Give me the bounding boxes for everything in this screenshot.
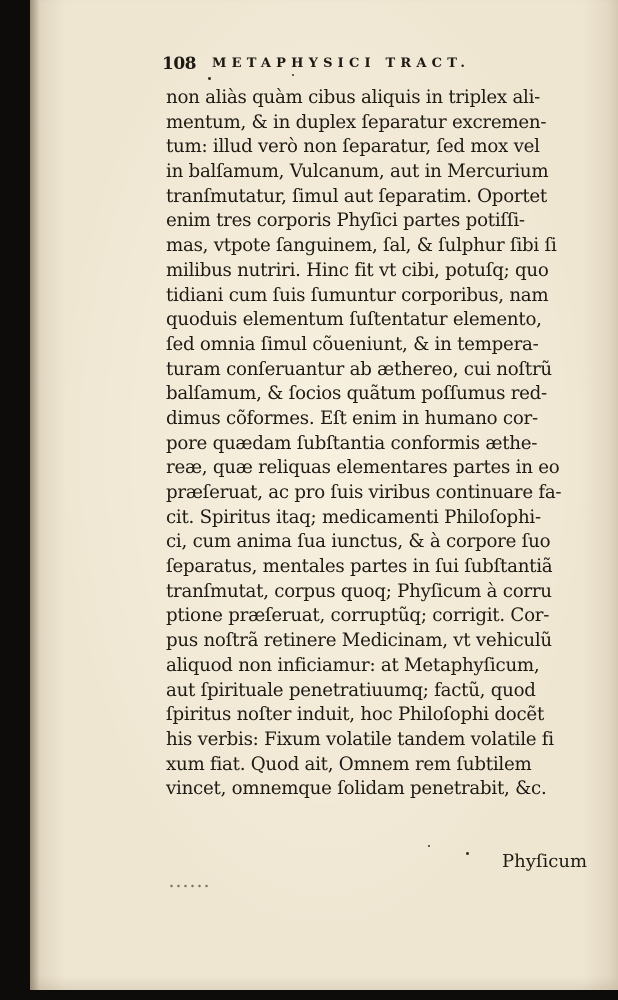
text-line: pus noſtrã retinere Medicinam, vt vehiculũ — [166, 630, 552, 652]
text-line: cit. Spiritus itaq; medicamenti Philoſophi- — [166, 506, 541, 528]
text-line: tum: illud verò non ſeparatur, ſed mox vel — [166, 136, 540, 158]
body-text-block — [166, 86, 604, 802]
text-line: ci, cum anima ſua iunctus, & à corpore ſuo — [166, 531, 551, 553]
text-line: ſpiritus noſter induit, hoc Philoſophi docẽt — [166, 704, 545, 726]
text-line: tranſmutatur, ſimul aut ſeparatim. Oportet — [166, 185, 547, 207]
text-line: turam conſeruantur ab æthereo, cui noſtrũ — [166, 358, 552, 380]
running-title: METAPHYSICI TRACT. — [212, 56, 471, 71]
catchword: Phyſicum — [502, 851, 588, 872]
page-gutter-shadow — [30, 0, 40, 990]
text-line: dimus cõformes. Eſt enim in humano cor- — [166, 407, 538, 429]
text-line: non aliàs quàm cibus aliquis in triplex ali- — [166, 87, 541, 108]
text-line: vincet, omnemque ſolidam penetrabit, &c. — [166, 778, 547, 800]
signature-mark — [168, 884, 208, 888]
text-line: aut ſpirituale penetratiuumq; factũ, quod — [166, 679, 536, 701]
text-line: ſed omnia ſimul cõueniunt, & in tempera- — [166, 333, 539, 355]
text-line: balſamum, & ſocios quãtum poſſumus red- — [166, 383, 547, 405]
text-line: his verbis: Fixum volatile tandem volatile fi — [166, 728, 554, 750]
book-page — [30, 0, 618, 990]
text-line: pore quædam ſubſtantia conformis æthe- — [166, 432, 538, 454]
text-line: xum fiat. Quod ait, Omnem rem ſubtilem — [166, 753, 532, 775]
text-line: enim tres corporis Phyſici partes potiſſi- — [166, 210, 525, 232]
text-line: præſeruat, ac pro ſuis viribus continuare fa- — [166, 482, 562, 503]
text-line: reæ, quæ reliquas elementares partes in eo — [166, 457, 560, 479]
text-line: mentum, & in duplex ſeparatur excremen- — [166, 111, 547, 133]
text-line: ptione præſeruat, corruptũq; corrigit. Cor- — [166, 605, 550, 627]
text-line: ſeparatus, mentales partes in ſui ſubſtantiã — [166, 556, 553, 578]
text-line: quoduis elementum ſuſtentatur elemento, — [166, 309, 542, 331]
ink-speck — [208, 77, 211, 80]
text-line: in balſamum, Vulcanum, aut in Mercurium — [166, 161, 549, 183]
ink-speck — [466, 852, 469, 855]
page-number: 108 — [162, 54, 196, 74]
text-line: milibus nutriri. Hinc fit vt cibi, potuſq; quo — [166, 259, 549, 281]
running-head — [162, 50, 602, 76]
text-line: aliquod non inficiamur: at Metaphyſicum, — [166, 654, 540, 676]
ink-speck — [428, 845, 430, 847]
text-line: tranſmutat, corpus quoq; Phyſicum à corru — [166, 580, 552, 602]
text-line: mas, vtpote ſanguinem, ſal, & ſulphur ſibi ſi — [166, 235, 557, 257]
text-line: tidiani cum ſuis ſumuntur corporibus, nam — [166, 284, 549, 306]
ink-speck — [292, 74, 294, 76]
